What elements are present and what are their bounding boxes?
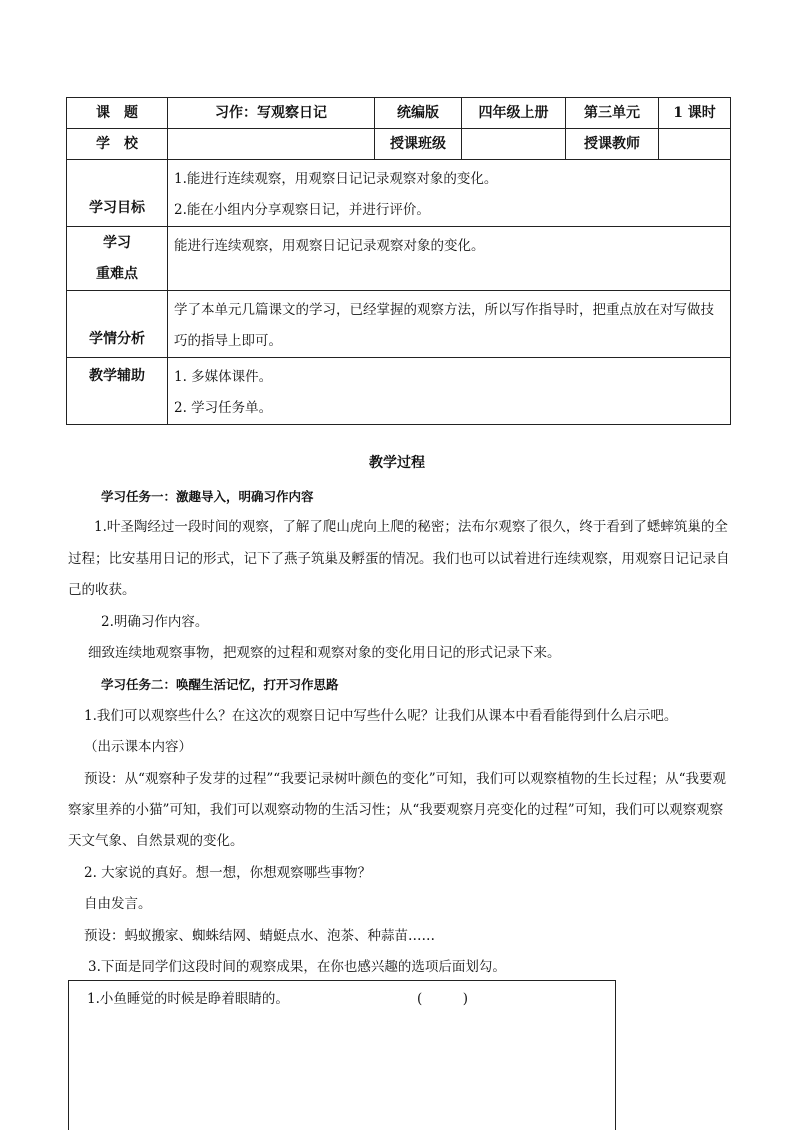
observation-box	[68, 980, 616, 1130]
task1-paragraph-3: 细致连续地观察事物，把观察的过程和观察对象的变化用日记的形式记录下来。	[88, 645, 561, 662]
process-body	[68, 481, 730, 984]
task2-paragraph-3: 预设：从“观察种子发芽的过程”“我要记录树叶颜色的变化”可知，我们可以观察植物的生长过程；从“我要观察家里养的小猫”可知，我们可以观察动物的生活习性；从“我要观察月亮变化的过程”可知，我们可以观察观察天文气象、自然景观的变化。	[68, 770, 727, 850]
task2-title: 学习任务二：唤醒生活记忆，打开习作思路	[101, 677, 339, 693]
goals-content	[168, 160, 731, 227]
goal-item: 2.能在小组内分享观察日记，并进行评价。	[174, 202, 430, 218]
aid-item: 1. 多媒体课件。	[174, 369, 273, 385]
task2-paragraph-7: 3.下面是同学们这段时间的观察成果，在你也感兴趣的选项后面划勾。	[88, 959, 506, 976]
task1-paragraph-1: 1.叶圣陶经过一段时间的观察，了解了爬山虎向上爬的秘密；法布尔观察了很久，终于看到了蟋蟀筑巢的全过程；比安基用日记的形式，记下了燕子筑巢及孵蛋的情况。我们也可以试着进行连续观察，用观察日记记录自己的收获。	[68, 519, 730, 599]
analysis-text: 学了本单元几篇课文的学习，已经掌握的观察方法，所以写作指导时，把重点放在对写做技巧的指导上即可。	[174, 302, 714, 349]
lesson-title: 习作：写观察日记	[168, 98, 375, 129]
observation-item-text: 1.小鱼睡觉的时候是睁着眼睛的。	[87, 991, 289, 1007]
key-points-label	[67, 227, 168, 291]
task1-title: 学习任务一：激趣导入，明确习作内容	[101, 489, 314, 504]
analysis-label: 学情分析	[67, 291, 168, 358]
key-label-line1: 学习	[103, 234, 131, 251]
task2-paragraph-1: 1.我们可以观察些什么？在这次的观察日记中写些什么呢？让我们从课本中看看能得到什么启示吧。	[84, 707, 678, 724]
key-label-line2: 重难点	[96, 265, 138, 282]
unit-cell: 第三单元	[566, 98, 659, 129]
teacher-value	[659, 129, 731, 160]
analysis-content	[168, 291, 731, 358]
check-parenthesis[interactable]: ( )	[417, 991, 469, 1007]
goals-label: 学习目标	[67, 160, 168, 227]
aids-content	[168, 358, 731, 425]
task2-paragraph-2: （出示课本内容）	[84, 739, 192, 756]
lesson-info-table	[66, 97, 731, 425]
key-points-text: 能进行连续观察，用观察日记记录观察对象的变化。	[174, 238, 485, 254]
aids-label: 教学辅助	[67, 358, 168, 425]
observation-item	[87, 987, 607, 1007]
task2-paragraph-6: 预设：蚂蚁搬家、蜘蛛结网、蜻蜓点水、泡茶、种蒜苗……	[84, 927, 435, 944]
process-title: 教学过程	[369, 455, 425, 471]
class-label: 授课班级	[375, 129, 462, 160]
edition-cell: 统编版	[375, 98, 462, 129]
class-value	[462, 129, 566, 160]
task2-paragraph-4: 2. 大家说的真好。想一想，你想观察哪些事物？	[84, 864, 372, 881]
key-points-content	[168, 227, 731, 291]
subject-label: 课 题	[67, 98, 168, 129]
grade-cell: 四年级上册	[462, 98, 566, 129]
goal-item: 1.能进行连续观察，用观察日记记录观察对象的变化。	[174, 171, 498, 187]
hours-cell: 1 课时	[659, 98, 731, 129]
task1-paragraph-2: 2.明确习作内容。	[101, 613, 209, 630]
aid-item: 2. 学习任务单。	[174, 400, 273, 416]
task2-paragraph-5: 自由发言。	[84, 896, 152, 913]
school-value	[168, 129, 375, 160]
school-label: 学 校	[67, 129, 168, 160]
teacher-label: 授课教师	[566, 129, 659, 160]
